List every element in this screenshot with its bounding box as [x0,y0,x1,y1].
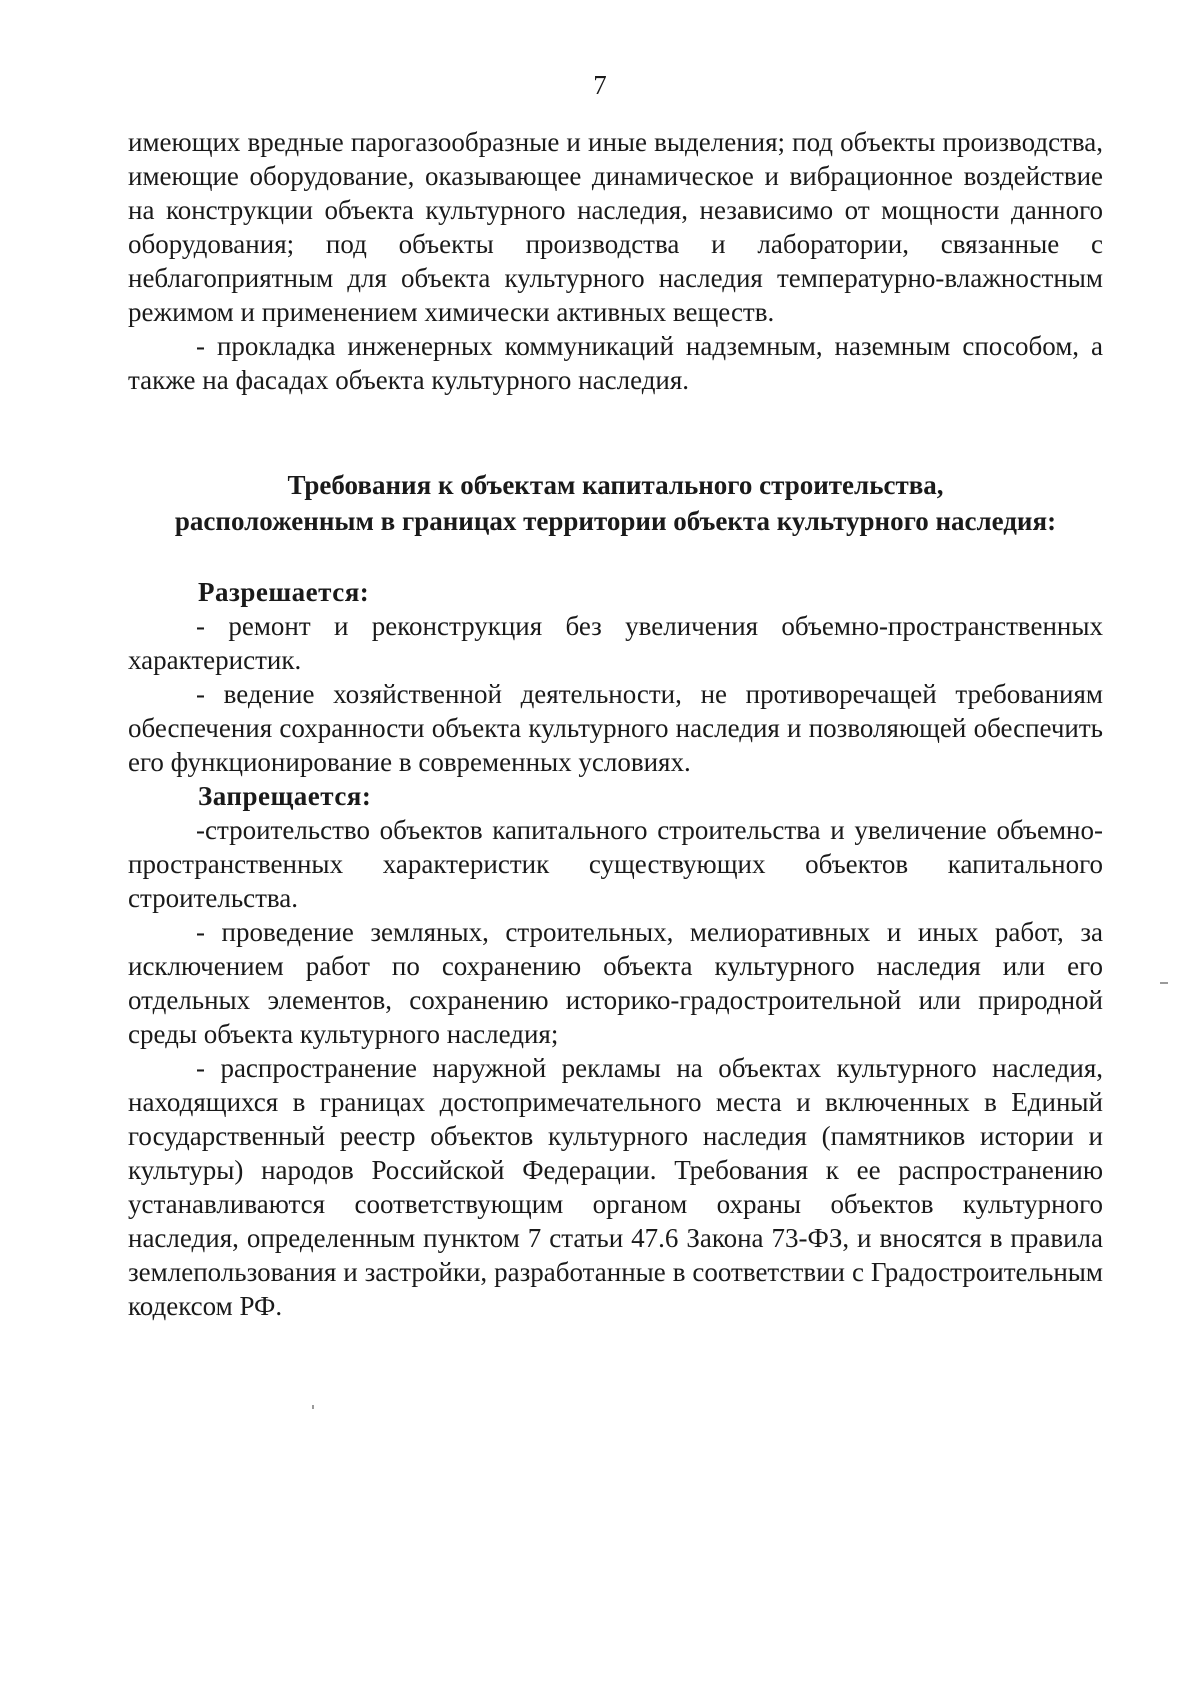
forbidden-title: Запрещается: [198,781,372,811]
page-number: 7 [593,70,607,100]
paragraph-continuation: имеющих вредные парогазообразные и иные выделения; под объекты производства, имеющие оборудование, оказывающее динамическое и вибрационное воздействие на конструкции объекта культурного наследия, независимо от мощности данного оборудования; под объекты производства и лаборатории, связанные с неблагоприятным для объекта культурного наследия температурно-влажностным режимом и применением химически активных веществ. [128,127,1103,327]
scan-speck [312,1405,314,1409]
document-body [128,125,1103,1323]
forbidden-item-construction: -строительство объектов капитального строительства и увеличение объемно-пространственных характеристик существующих объектов капитального строительства. [128,815,1103,913]
allowed-item-repair: - ремонт и реконструкция без увеличения объемно-пространственных характеристик. [128,611,1103,675]
allowed-title: Разрешается: [198,577,370,607]
paragraph-utilities: - прокладка инженерных коммуникаций надземным, наземным способом, а также на фасадах объекта культурного наследия. [128,331,1103,395]
allowed-item-economic-activity: - ведение хозяйственной деятельности, не противоречащей требованиям обеспечения сохранности объекта культурного наследия и позволяющей обеспечить его функционирование в современных условиях. [128,679,1103,777]
section-heading-line-1: Требования к объектам капитального строительства, [287,470,944,500]
forbidden-item-earthworks: - проведение земляных, строительных, мелиоративных и иных работ, за исключением работ по сохранению объекта культурного наследия или его отдельных элементов, сохранению историко-градостроительной или природной среды объекта культурного наследия; [128,917,1103,1049]
section-heading-line-2: расположенным в границах территории объекта культурного наследия: [174,506,1057,536]
forbidden-item-advertising: - распространение наружной рекламы на объектах культурного наследия, находящихся в границах достопримечательного места и включенных в Единый государственный реестр объектов культурного наследия (памятников истории и культуры) народов Российской Федерации. Требования к ее распространению устанавливаются соответствующим органом охраны объектов культурного наследия, определенным пунктом 7 статьи 47.6 Закона 73-ФЗ, и вносятся в правила землепользования и застройки, разработанные в соответствии с Градостроительным кодексом РФ. [128,1053,1103,1321]
scan-speck [1160,982,1168,984]
